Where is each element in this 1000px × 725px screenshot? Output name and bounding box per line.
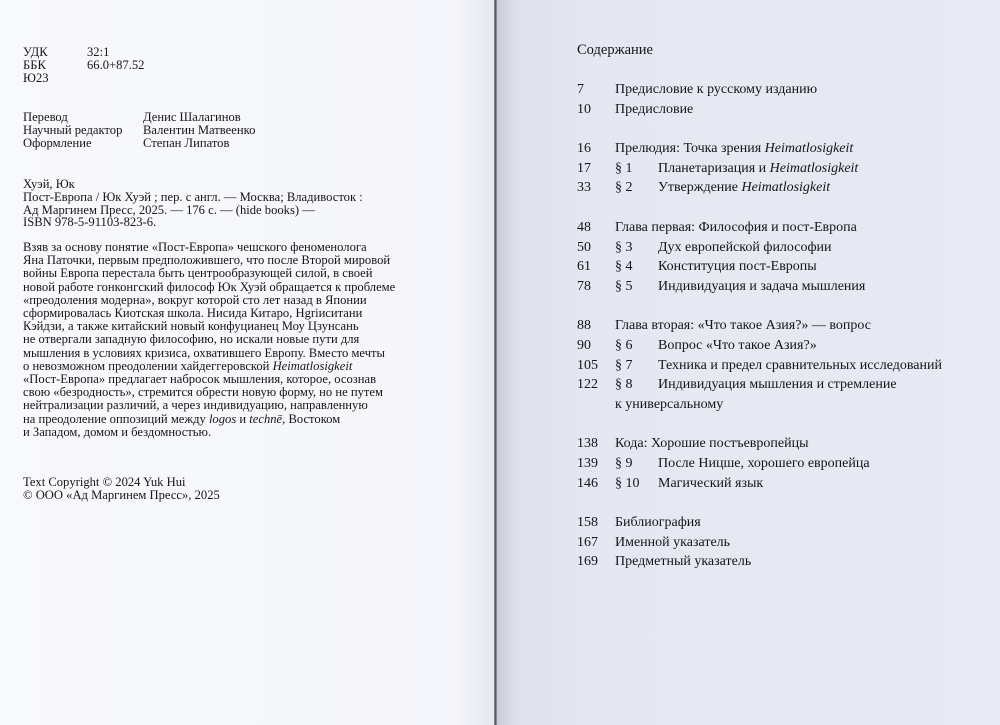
text-segment: на преодоление оппозиций между xyxy=(23,411,209,426)
toc-page-number: 169 xyxy=(577,554,598,570)
toc-entry-title xyxy=(615,515,701,531)
toc-entry-title xyxy=(615,102,693,118)
text-segment: и Западом, домом и бездомностью. xyxy=(23,424,212,439)
toc-entry-title xyxy=(658,377,897,393)
classification-value: 32:1 xyxy=(87,45,110,59)
italic-term: Heimatlosigkeit xyxy=(272,358,353,373)
text-segment: Яна Паточки, первым предположившего, что после Второй мировой xyxy=(23,253,391,268)
toc-entry-title xyxy=(658,259,817,275)
credit-role: Научный редактор xyxy=(23,122,123,137)
toc-section-number: § 10 xyxy=(615,475,640,491)
toc-title-italic: Heimatlosigkeit xyxy=(764,141,854,157)
toc-title-italic: Heimatlosigkeit xyxy=(741,180,831,196)
toc-page-number: 48 xyxy=(577,220,591,235)
toc-title-text: Конституция пост-Европы xyxy=(658,259,817,275)
toc-title-text: Глава вторая: «Что такое Азия?» — вопрос xyxy=(615,318,871,334)
italic-term: logos xyxy=(208,411,237,426)
toc-title-text: Библиография xyxy=(615,515,701,531)
classification-row xyxy=(23,72,144,85)
text-segment: мышления в условиях кризиса, охватившего Европу. Вместо мечты xyxy=(23,345,386,360)
toc-title-text: Прелюдия: Точка зрения xyxy=(615,141,765,157)
credits-block xyxy=(23,111,255,149)
toc-page-number: 167 xyxy=(577,534,598,550)
credit-name: Денис Шалагинов xyxy=(143,110,241,124)
text-segment: войны Европа перестала быть центрообразующей силой, в своей xyxy=(23,266,373,281)
text-segment: не отвергали западную философию, но искали новые пути для xyxy=(23,332,360,347)
toc-section-number: § 5 xyxy=(615,278,633,294)
toc-page-number: 17 xyxy=(577,160,591,176)
bibliographic-record xyxy=(23,178,363,229)
toc-entry-title xyxy=(658,240,832,256)
text-segment: , Востоком xyxy=(282,411,341,426)
toc-entry-title xyxy=(658,161,858,177)
toc-entry-title xyxy=(658,456,870,472)
text-segment: новой работе гонконгский философ Юк Хуэй обращается к проблеме xyxy=(23,279,396,294)
annotation xyxy=(23,241,395,439)
toc-page-number: 10 xyxy=(577,101,591,117)
toc-title-text: Индивидуация и задача мышления xyxy=(658,278,866,294)
toc-entry-title xyxy=(615,82,817,98)
credit-role: Перевод xyxy=(23,110,68,124)
annotation-line xyxy=(23,426,395,439)
text-segment: сформировалась Киотская школа. Нисида Китаро, Нgriиситани xyxy=(23,306,363,321)
toc-page-number: 122 xyxy=(577,377,598,393)
toc-title-text: Вопрос «Что такое Азия?» xyxy=(658,338,817,353)
text-segment: «Пост-Европа» предлагает набросок мышления, которое, осознав xyxy=(23,372,377,387)
toc-page-number: 78 xyxy=(577,278,591,294)
classification-label: Ю23 xyxy=(23,70,49,85)
bibliographic-line: Хуэй, Юк xyxy=(23,177,75,191)
classification-block xyxy=(23,46,144,84)
toc-page-number: 139 xyxy=(577,456,598,471)
toc-section-number: § 4 xyxy=(615,259,633,275)
classification-row xyxy=(23,59,144,72)
toc-entry-title xyxy=(615,141,853,157)
classification-row xyxy=(23,46,144,59)
toc-title-text: Предисловие xyxy=(615,101,694,117)
toc-title-text: Индивидуация мышления и стремление xyxy=(658,377,897,393)
text-segment: Кэйдзи, а также китайский новый конфуцианец Моу Цзунсань xyxy=(23,319,359,334)
toc-page-number: 50 xyxy=(577,239,591,255)
toc-page-number: 16 xyxy=(577,141,591,157)
toc-page-number: 90 xyxy=(577,338,591,353)
toc-page-number: 88 xyxy=(577,318,591,334)
credit-row xyxy=(23,137,255,150)
text-segment: нейтрализации различий, а через индивидуацию, направленную xyxy=(23,398,368,413)
toc-title-text: Магический язык xyxy=(658,475,764,491)
bibliographic-line: Пост-Европа / Юк Хуэй ; пер. с англ. — Москва; Владивосток : xyxy=(23,189,363,204)
copyright-line: Text Copyright © 2024 Yuk Hui xyxy=(23,475,186,489)
credit-row xyxy=(23,111,255,124)
toc-entry-title xyxy=(615,554,751,570)
toc-title-text: После Ницше, хорошего европейца xyxy=(658,456,870,471)
text-segment: и xyxy=(236,411,250,426)
toc-title-text: Техника и предел сравнительных исследований xyxy=(658,357,942,373)
toc-entry-title xyxy=(658,338,817,354)
credit-row xyxy=(23,124,255,137)
toc-entry-title xyxy=(658,358,942,374)
toc-title-text: Глава первая: Философия и пост-Европа xyxy=(615,220,857,235)
text-segment: о невозможном преодолении хайдеггеровской xyxy=(23,358,273,373)
toc-entry-title xyxy=(658,476,763,492)
toc-title-text: Планетаризация и xyxy=(658,160,770,176)
toc-page-number: 61 xyxy=(577,259,591,275)
credit-role: Оформление xyxy=(23,135,92,150)
toc-entry-title xyxy=(658,279,865,295)
credit-name: Степан Липатов xyxy=(143,135,230,150)
toc-title-text: Утверждение xyxy=(658,180,742,196)
toc-entry-title xyxy=(615,535,730,551)
toc-entry-title xyxy=(615,220,857,236)
toc-page-number: 158 xyxy=(577,515,598,531)
toc-page-number: 33 xyxy=(577,180,591,196)
text-segment: Взяв за основу понятие «Пост-Европа» чешского феноменолога xyxy=(23,240,367,254)
toc-title-text: Предметный указатель xyxy=(615,554,752,570)
toc-page-number: 146 xyxy=(577,475,598,491)
toc-title-italic: Heimatlosigkeit xyxy=(769,160,859,176)
italic-term: technē xyxy=(249,411,283,426)
left-page xyxy=(0,0,494,725)
classification-value: 66.0+87.52 xyxy=(87,57,145,72)
credit-name: Валентин Матвеенко xyxy=(143,122,256,137)
toc-section-number: § 2 xyxy=(615,180,633,196)
copyright-line: © ООО «Ад Маргинем Пресс», 2025 xyxy=(23,487,220,502)
toc-page-number: 7 xyxy=(577,82,584,97)
toc-title-text: Кода: Хорошие постъевропейцы xyxy=(615,436,809,452)
toc-entry-title xyxy=(615,436,809,452)
toc-title-text: Предисловие к русскому изданию xyxy=(615,82,818,97)
toc-entry-title: к универсальному xyxy=(615,396,724,412)
toc-title-text: Именной указатель xyxy=(615,534,731,550)
classification-label: УДК xyxy=(23,45,48,59)
toc-page-number: 138 xyxy=(577,436,598,452)
bibliographic-line: Ад Маргинем Пресс, 2025. — 176 с. — (hide books) — xyxy=(23,202,315,217)
toc-section-number: § 3 xyxy=(615,239,633,255)
toc-section-number: § 7 xyxy=(615,357,633,373)
toc-entry-title xyxy=(658,180,830,196)
toc-entry-title xyxy=(615,318,871,334)
toc-title: Содержание xyxy=(577,42,653,58)
toc-section-number: § 9 xyxy=(615,456,633,471)
text-segment: свою «безродность», стремится обрести новую форму, но не путем xyxy=(23,385,383,400)
toc-section-number: § 1 xyxy=(615,160,633,176)
text-segment: «преодоления модерна», вокруг которой сто лет назад в Японии xyxy=(23,292,367,307)
copyright-block xyxy=(23,476,220,502)
toc-page-number: 105 xyxy=(577,357,598,373)
bibliographic-line: ISBN 978-5-91103-823-6. xyxy=(23,215,157,230)
classification-label: ББК xyxy=(23,57,46,72)
toc-title-text: Дух европейской философии xyxy=(658,239,832,255)
toc-section-number: § 8 xyxy=(615,377,633,393)
toc-section-number: § 6 xyxy=(615,338,633,353)
